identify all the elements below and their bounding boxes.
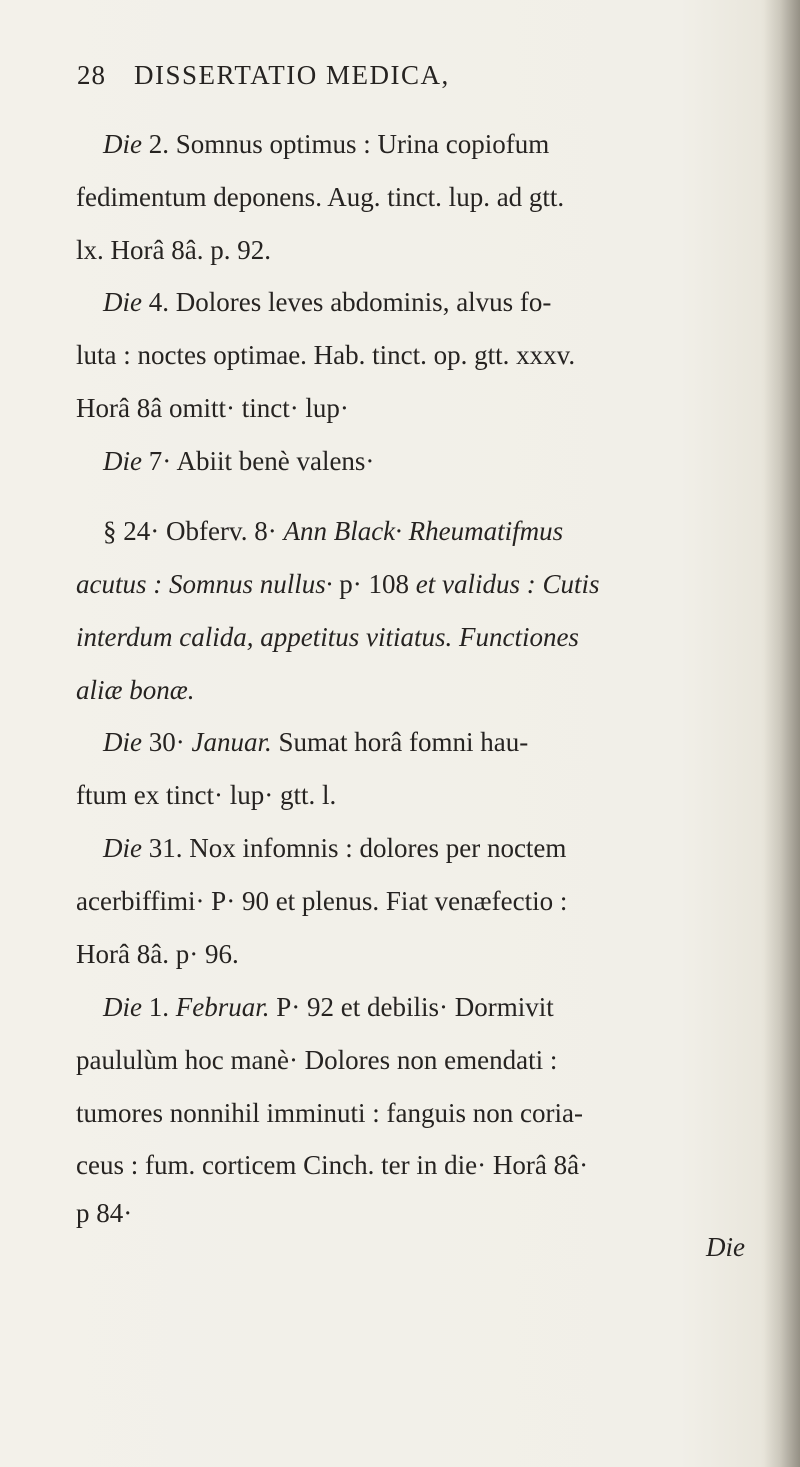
text-line: lx. Horâ 8â. p. 92. bbox=[76, 235, 271, 265]
text-line: acerbiffimi· P· 90 et plenus. Fiat venæfectio : bbox=[76, 886, 568, 916]
running-head bbox=[77, 60, 597, 94]
text-line: Die 30· Januar. Sumat horâ fomni hau- bbox=[103, 727, 529, 757]
text-line: fedimentum deponens. Aug. tinct. lup. ad gtt. bbox=[76, 182, 565, 212]
text-line: Die 31. Nox infomnis : dolores per noctem bbox=[103, 833, 567, 863]
running-title: DISSERTATIO MEDICA, bbox=[134, 60, 450, 90]
text-line: Die 1. Februar. P· 92 et debilis· Dormivit bbox=[103, 992, 554, 1022]
text-line: paululùm hoc manè· Dolores non emendati : bbox=[76, 1045, 558, 1075]
text-line: Die 4. Dolores leves abdominis, alvus fo- bbox=[103, 287, 552, 317]
text-line: interdum calida, appetitus vitiatus. Functiones bbox=[76, 622, 579, 652]
text-line: aliæ bonæ. bbox=[76, 675, 195, 705]
text-line: § 24· Obferv. 8· Ann Black· Rheumatifmus bbox=[103, 516, 564, 546]
text-line: ceus : fum. corticem Cinch. ter in die· Horâ 8â· bbox=[76, 1150, 589, 1180]
text-line: p 84· bbox=[76, 1198, 133, 1228]
text-line: Die 7· Abiit benè valens· bbox=[103, 446, 375, 476]
text-line: Horâ 8â. p· 96. bbox=[76, 939, 239, 969]
page-edge-shadow bbox=[764, 0, 800, 1467]
catchword: Die bbox=[706, 1232, 745, 1262]
text-line: Die 2. Somnus optimus : Urina copiofum bbox=[103, 129, 550, 159]
text-line: acutus : Somnus nullus· p· 108 et validus : Cutis bbox=[76, 569, 600, 599]
text-line: Horâ 8â omitt· tinct· lup· bbox=[76, 393, 349, 423]
text-line: luta : noctes optimae. Hab. tinct. op. gtt. xxxv. bbox=[76, 340, 576, 370]
text-line: ftum ex tinct· lup· gtt. l. bbox=[76, 780, 337, 810]
text-line: tumores nonnihil imminuti : fanguis non coria- bbox=[76, 1098, 583, 1128]
page-number: 28 bbox=[77, 60, 106, 90]
